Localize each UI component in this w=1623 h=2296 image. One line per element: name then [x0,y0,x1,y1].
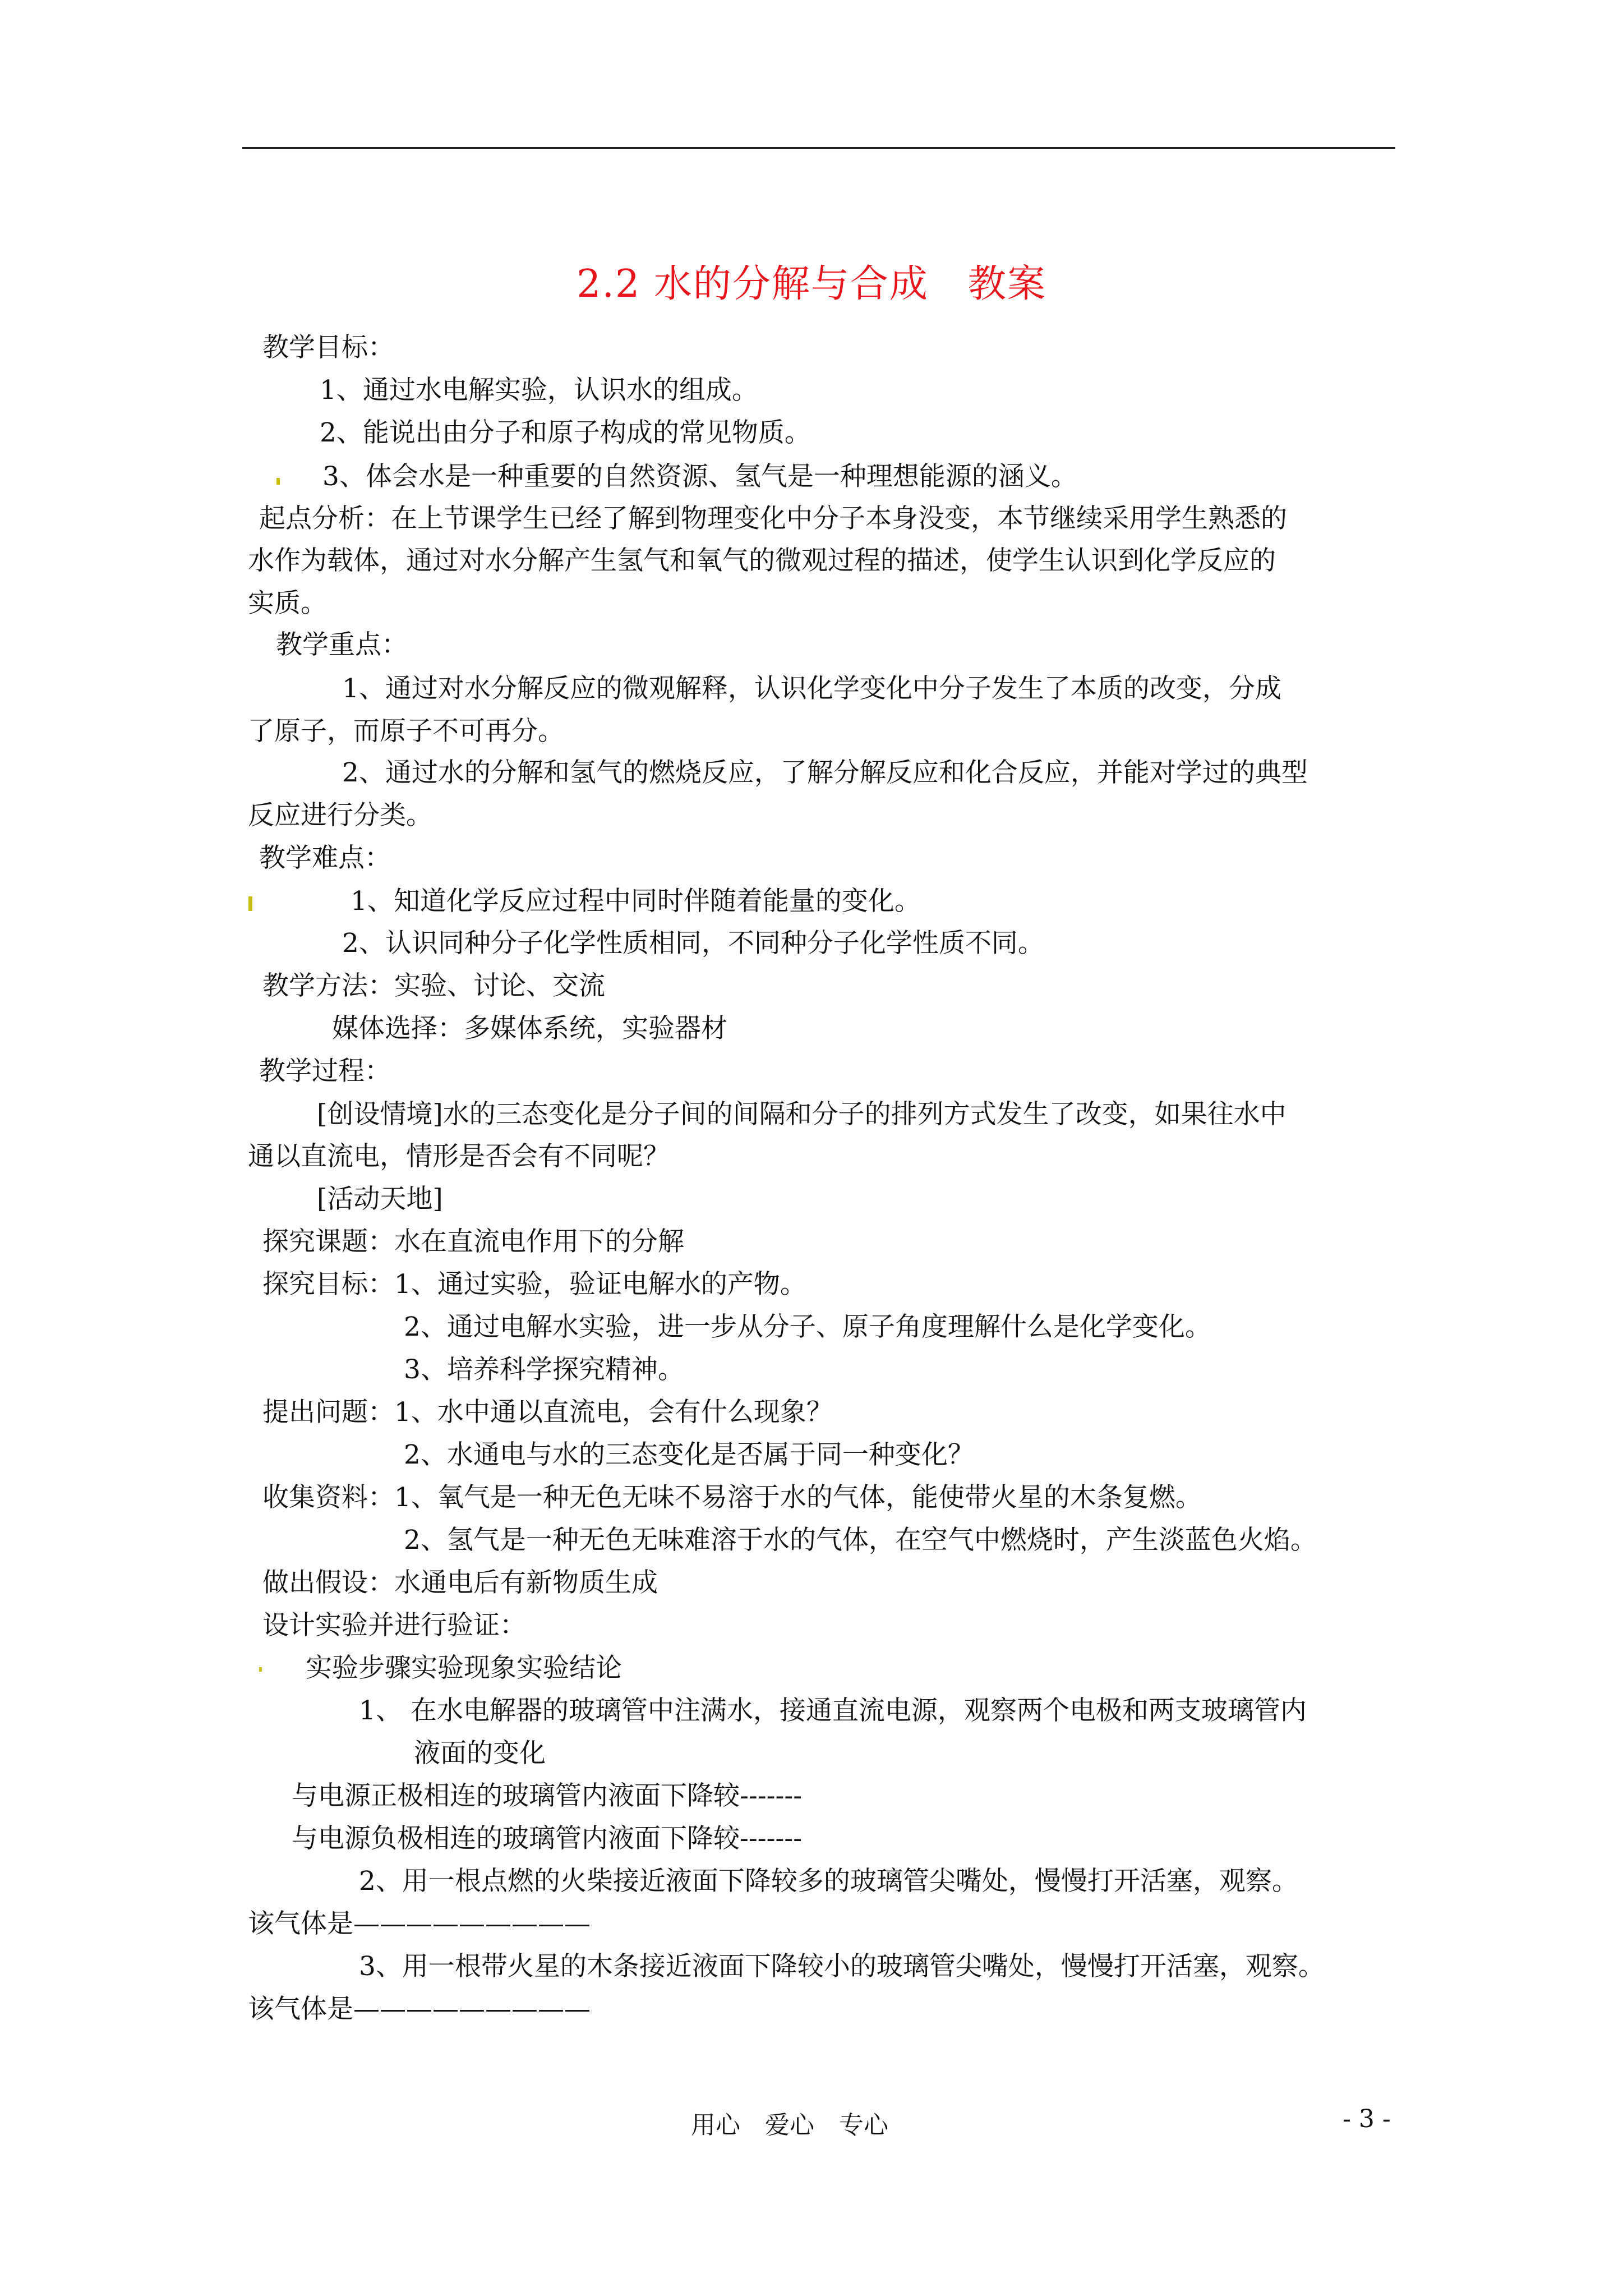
text-line: 通以直流电，情形是否会有不同呢？ [248,1141,670,1172]
text-line: 1、知道化学反应过程中同时伴随着能量的变化。 [351,886,921,917]
text-line: 该气体是————————— [248,1994,591,2024]
text-line: 2、通过水的分解和氢气的燃烧反应，了解分解反应和化合反应，并能对学过的典型 [342,757,1308,788]
text-line: 3、用一根带火星的木条接近液面下降较小的玻璃管尖嘴处，慢慢打开活塞，观察。 [359,1951,1325,1982]
text-line: 液面的变化 [414,1738,546,1769]
scan-mark [276,478,280,485]
text-line: 与电源正极相连的玻璃管内液面下降较------- [292,1780,803,1811]
text-line: 该气体是————————— [248,1908,591,1939]
text-line: [创设情境]水的三态变化是分子间的间隔和分子的排列方式发生了改变，如果往水中 [317,1099,1287,1130]
text-line: 媒体选择：多媒体系统，实验器材 [332,1013,727,1044]
text-line: 2、氢气是一种无色无味难溶于水的气体，在空气中燃烧时，产生淡蓝色火焰。 [404,1525,1317,1556]
footer-motto: 用心 爱心 专心 [691,2111,888,2139]
page-number: - 3 - [1343,2105,1391,2133]
text-line: 实验步骤实验现象实验结论 [306,1653,622,1683]
text-line: 3、培养科学探究精神。 [404,1354,684,1385]
text-line: 2、水通电与水的三态变化是否属于同一种变化？ [404,1439,974,1470]
text-line: 1、 在水电解器的玻璃管中注满水，接通直流电源，观察两个电极和两支玻璃管内 [359,1695,1307,1726]
text-line: 探究课题：水在直流电作用下的分解 [262,1226,684,1257]
text-line: 教学目标： [262,332,394,363]
text-line: 2、能说出由分子和原子构成的常见物质。 [320,417,811,448]
document-title: 2.2 水的分解与合成 教案 [577,262,1046,306]
text-line: 反应进行分类。 [248,800,432,831]
text-line: 2、用一根点燃的火柴接近液面下降较多的玻璃管尖嘴处，慢慢打开活塞，观察。 [359,1866,1298,1897]
text-line: 实质。 [248,588,327,619]
header-rule [242,147,1395,149]
text-line: 水作为载体，通过对水分解产生氢气和氧气的微观过程的描述，使学生认识到化学反应的 [248,545,1276,576]
scan-mark [259,1667,262,1672]
text-line: 起点分析：在上节课学生已经了解到物理变化中分子本身没变，本节继续采用学生熟悉的 [259,503,1287,534]
text-line: 教学难点： [259,843,391,873]
scan-mark [248,896,252,911]
text-line: 探究目标：1、通过实验，验证电解水的产物。 [262,1269,806,1300]
text-line: 做出假设：水通电后有新物质生成 [262,1567,658,1598]
text-line: 教学过程： [259,1056,391,1087]
text-line: 收集资料：1、氧气是一种无色无味不易溶于水的气体，能使带火星的木条复燃。 [262,1482,1202,1513]
text-line: 了原子，而原子不可再分。 [248,716,564,747]
text-line: 与电源负极相连的玻璃管内液面下降较------- [292,1823,803,1854]
text-line: 2、认识同种分子化学性质相同，不同种分子化学性质不同。 [342,928,1044,959]
text-line: 1、通过水电解实验，认识水的组成。 [320,375,758,406]
text-line: 教学重点： [276,629,408,660]
text-line: 提出问题：1、水中通以直流电，会有什么现象？ [262,1397,833,1428]
text-line: 教学方法：实验、讨论、交流 [262,970,605,1001]
text-line: 2、通过电解水实验，进一步从分子、原子角度理解什么是化学变化。 [404,1312,1211,1342]
text-line: 3、体会水是一种重要的自然资源、氢气是一种理想能源的涵义。 [322,461,1077,492]
text-line: 1、通过对水分解反应的微观解释，认识化学变化中分子发生了本质的改变，分成 [342,673,1281,704]
text-line: 设计实验并进行验证： [262,1610,526,1641]
text-line: [活动天地] [317,1184,443,1214]
